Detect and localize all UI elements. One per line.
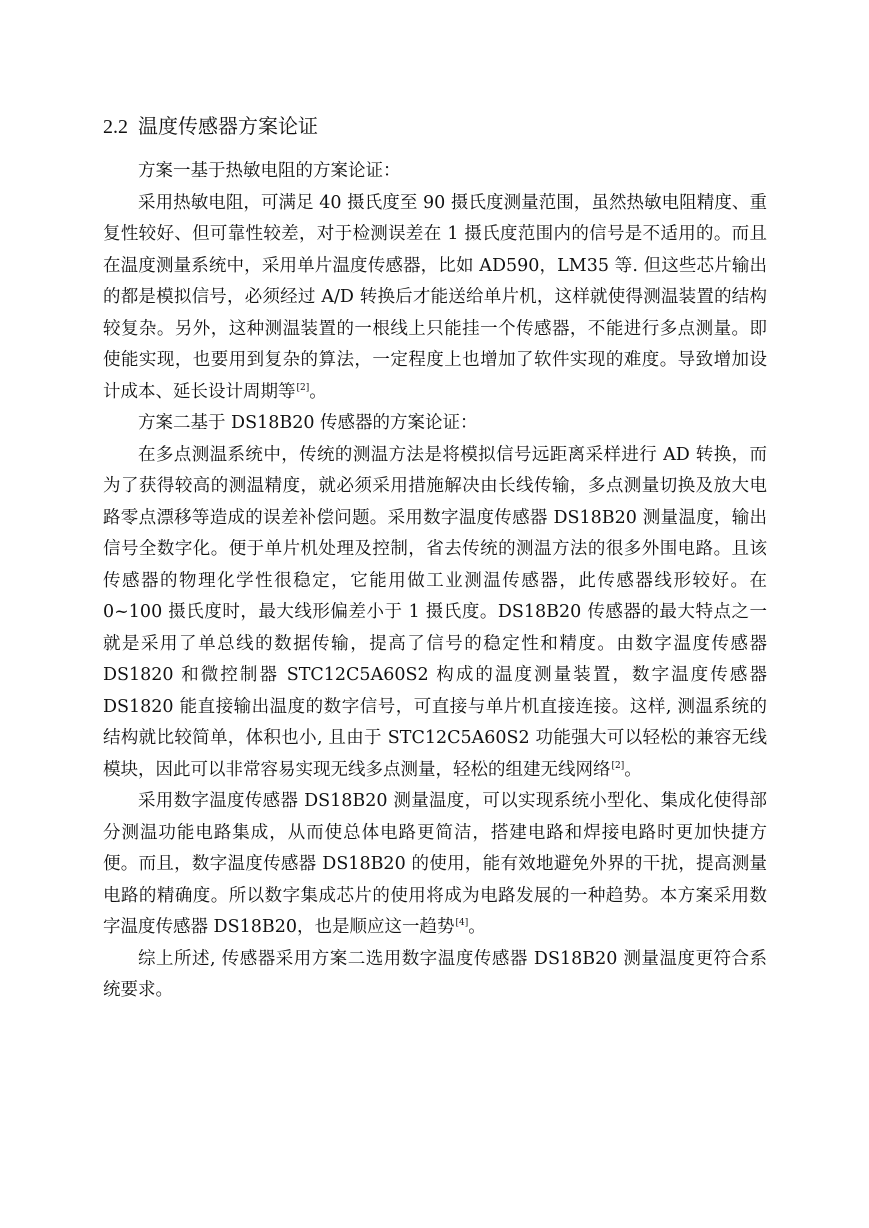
citation-ref: [2] (611, 760, 625, 771)
section-number: 2.2 (103, 116, 128, 138)
paragraph-tail: 。 (309, 381, 327, 402)
paragraph-tail: 。 (468, 917, 486, 937)
paragraph-text: 综上所述, 传感器采用方案二选用数字温度传感器 DS18B20 测量温度更符合系统要求。 (103, 948, 767, 1000)
paragraph-ds18b20 (103, 440, 767, 787)
section-heading (103, 112, 318, 141)
paragraph-thermistor (103, 188, 767, 409)
citation-ref: [2] (296, 382, 310, 393)
section-title: 温度传感器方案论证 (138, 114, 318, 138)
paragraph-advantages (103, 786, 767, 944)
paragraph-text: 采用热敏电阻，可满足 40 摄氏度至 90 摄氏度测量范围，虽然热敏电阻精度、重复性较好、但可靠性较差，对于检测误差在 1 摄氏度范围内的信号是不适用的。而且在温度测量系统中，采用单片温度传感器，比如 AD590，LM35 等. 但这些芯片输出的都是模拟信号，必须经过 A/D 转换后才能送给单片机，这样就使得测温装置的结构较复杂。另外，这种测温装置的一根线上只能挂一个传感器，不能进行多点测量。即使能实现，也要用到复杂的算法，一定程度上也增加了软件实现的难度。导致增加设计成本、延长设计周期等 (103, 192, 767, 402)
citation-ref: [4] (455, 918, 469, 928)
paragraph-scheme-one-heading (103, 156, 767, 188)
paragraph-text: 方案一基于热敏电阻的方案论证： (138, 161, 401, 181)
paragraph-text: 在多点测温系统中，传统的测温方法是将模拟信号远距离采样进行 AD 转换，而为了获得较高的测温精度，就必须采用措施解决由长线传输，多点测量切换及放大电路零点漂移等造成的误差补偿问题。采用数字温度传感器 DS18B20 测量温度，输出信号全数字化。便于单片机处理及控制，省去传统的测温方法的很多外围电路。且该传感器的物理化学性很稳定，它能用做工业测温传感器，此传感器线形较好。在 0~100 摄氏度时，最大线形偏差小于 1 摄氏度。DS18B20 传感器的最大特点之一就是采用了单总线的数据传输，提高了信号的稳定性和精度。由数字温度传感器 DS1820 和微控制器 STC12C5A60S2 构成的温度测量装置，数字温度传感器 DS1820 能直接输出温度的数字信号，可直接与单片机直接连接。这样, 测温系统的结构就比较简单，体积也小, 且由于 STC12C5A60S2 功能强大可以轻松的兼容无线模块，因此可以非常容易实现无线多点测量，轻松的组建无线网络 (103, 444, 767, 780)
paragraph-text: 方案二基于 DS18B20 传感器的方案论证： (138, 413, 478, 433)
paragraph-text: 采用数字温度传感器 DS18B20 测量温度，可以实现系统小型化、集成化使得部分测温功能电路集成，从而使总体电路更简洁，搭建电路和焊接电路时更加快捷方便。而且，数字温度传感器 DS18B20 的使用，能有效地避免外界的干扰，提高测量电路的精确度。所以数字集成芯片的使用将成为电路发展的一种趋势。本方案采用数字温度传感器 DS18B20，也是顺应这一趋势 (103, 791, 767, 937)
paragraph-conclusion (103, 944, 767, 1007)
paragraph-tail: 。 (624, 759, 642, 780)
paragraph-scheme-two-heading (103, 408, 767, 440)
body-text (103, 156, 767, 1007)
